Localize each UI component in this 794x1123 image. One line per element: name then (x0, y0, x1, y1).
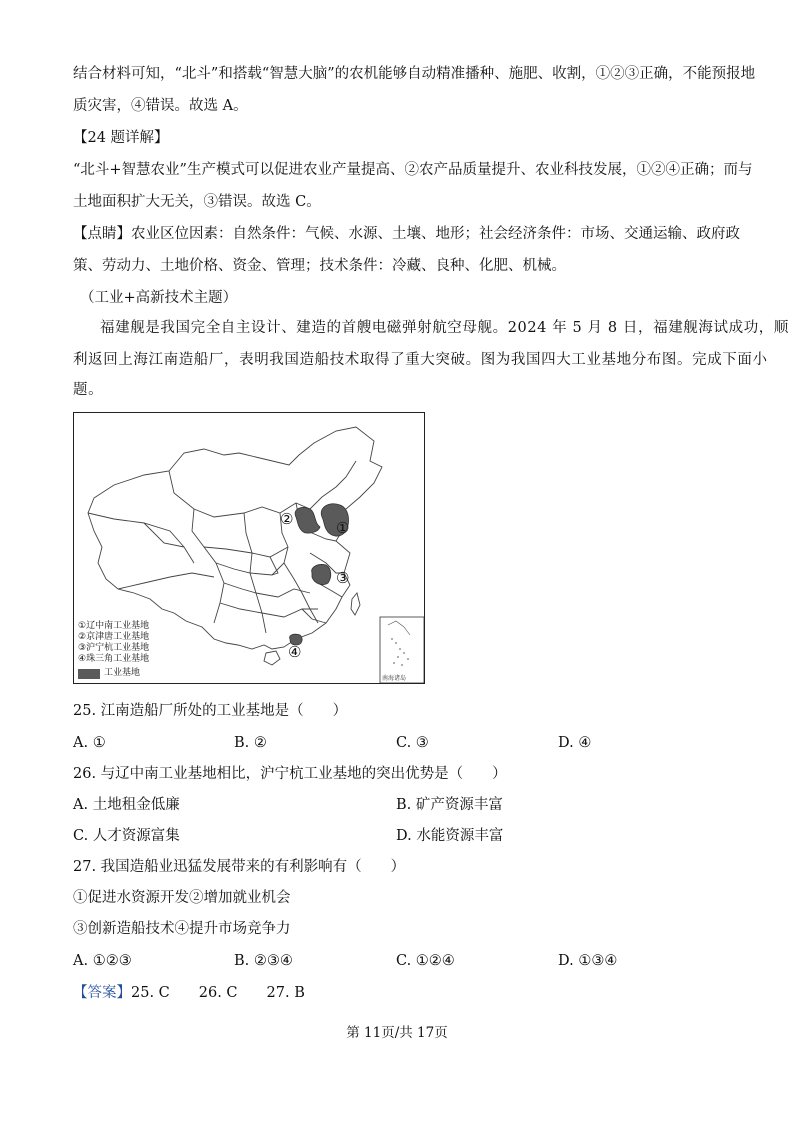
marker-4: ④ (288, 643, 302, 661)
material-line: 利返回上海江南造船厂，表明我国造船技术取得了重大突破。图为我国四大工业基地分布图。完成下面小 (73, 352, 768, 368)
marker-3: ③ (336, 569, 350, 587)
text-line: 策、劳动力、土地价格、资金、管理；技术条件：冷藏、良种、化肥、机械。 (73, 258, 566, 274)
legend-item: ④珠三角工业基地 (78, 654, 150, 664)
text-line: 质灾害，④错误。故选 A。 (73, 98, 248, 114)
question-stem: 27. 我国造船业迅猛发展带来的有利影响有（ ） (73, 859, 406, 875)
text-line: “北斗+智慧农业”生产模式可以促进农业产量提高、②农产品质量提升、农业科技发展，①②④正确；而与 (73, 162, 753, 178)
answer-line (73, 983, 305, 1003)
option-c: C. ③ (396, 735, 429, 751)
base-huninghang (312, 564, 331, 584)
question-statement: ③创新造船技术④提升市场竞争力 (73, 921, 291, 937)
page-footer: 第 11页/共 17页 (346, 1025, 448, 1041)
option-b: B. 矿产资源丰富 (396, 797, 503, 813)
material-line: 题。 (73, 382, 104, 398)
option-a: A. 土地租金低廉 (73, 797, 180, 813)
answer-label: 【答案】 (73, 985, 131, 1001)
text-line: 结合材料可知，“北斗”和搭载“智慧大脑”的农机能够自动精准播种、施肥、收割，①②③正确，不能预报地 (73, 66, 756, 82)
south-china-sea-inset (380, 617, 424, 683)
material-line: 福建舰是我国完全自主设计、建造的首艘电磁弹射航空母舰。2024 年 5 月 8 日，福建舰海试成功，顺 (100, 320, 789, 336)
marker-2: ② (280, 510, 294, 528)
tip-line: 【点睛】农业区位因素：自然条件：气候、水源、土壤、地形；社会经济条件：市场、交通运输、政府政 (73, 226, 740, 242)
option-c: C. 人才资源富集 (73, 828, 180, 844)
question-stem: 26. 与辽中南工业基地相比，沪宁杭工业基地的突出优势是（ ） (73, 766, 507, 782)
section-heading: 【24 题详解】 (73, 130, 169, 146)
legend-item: ②京津唐工业基地 (78, 632, 150, 642)
inset-label: 南海诸岛 (382, 675, 407, 682)
option-a: A. ①②③ (73, 953, 132, 969)
question-stem: 25. 江南造船厂所处的工业基地是（ ） (73, 703, 348, 719)
option-b: B. ②③④ (234, 953, 293, 969)
legend-item: ①辽中南工业基地 (78, 621, 150, 631)
option-d: D. ①③④ (558, 953, 618, 969)
legend-swatch (78, 669, 100, 679)
base-jingjintang (295, 507, 320, 533)
answer-values: 25. C 26. C 27. B (131, 985, 305, 1001)
option-a: A. ① (73, 735, 106, 751)
option-d: D. ④ (558, 735, 592, 751)
map-legend (78, 621, 149, 679)
legend-item: ③沪宁杭工业基地 (78, 643, 150, 653)
question-statement: ①促进水资源开发②增加就业机会 (73, 890, 291, 906)
legend-key-label: 工业基地 (104, 668, 141, 678)
china-industrial-base-map (73, 412, 425, 684)
marker-1: ① (336, 519, 350, 537)
topic-heading: （工业+高新技术主题） (80, 290, 238, 306)
option-b: B. ② (234, 735, 267, 751)
option-c: C. ①②④ (396, 953, 455, 969)
legend-key (78, 668, 149, 679)
text-line: 土地面积扩大无关，③错误。故选 C。 (73, 194, 321, 210)
option-d: D. 水能资源丰富 (396, 828, 504, 844)
